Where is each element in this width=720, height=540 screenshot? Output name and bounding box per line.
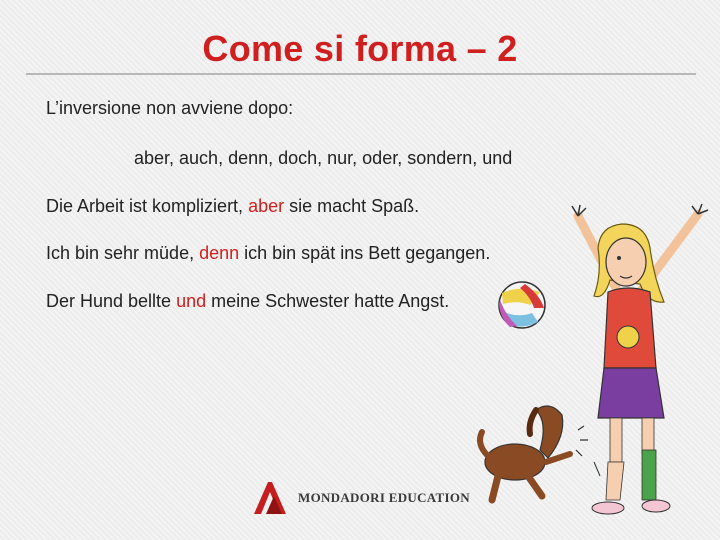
- mondadori-logo-icon: [252, 480, 292, 516]
- slide-title: Come si forma – 2: [202, 28, 518, 69]
- example-1-conjunction: aber: [248, 196, 285, 216]
- intro-text: L’inversione non avviene dopo:: [46, 98, 294, 118]
- example-2-before: Ich bin sehr müde,: [46, 243, 200, 263]
- dog-figure: [480, 406, 600, 500]
- ball-icon: [499, 282, 545, 328]
- example-sentence-3: [46, 291, 449, 312]
- example-sentence-2: [46, 243, 490, 264]
- example-2-after: ich bin spät ins Bett gegangen.: [239, 243, 491, 263]
- example-2-conjunction: denn: [199, 243, 240, 263]
- conjunction-list: aber, auch, denn, doch, nur, oder, sondern, und: [134, 148, 513, 168]
- example-3-conjunction: und: [176, 291, 207, 311]
- girl-figure: [572, 204, 708, 514]
- example-3-before: Der Hund bellte: [46, 291, 177, 311]
- example-1-before: Die Arbeit ist kompliziert,: [46, 196, 249, 216]
- girl-dog-ball-illustration: [470, 200, 720, 530]
- example-sentence-1: [46, 196, 419, 217]
- example-3-after: meine Schwester hatte Angst.: [206, 291, 450, 311]
- title-divider: [26, 73, 696, 75]
- publisher-logo-text: MONDADORI EDUCATION: [298, 490, 470, 505]
- example-1-after: sie macht Spaß.: [284, 196, 420, 216]
